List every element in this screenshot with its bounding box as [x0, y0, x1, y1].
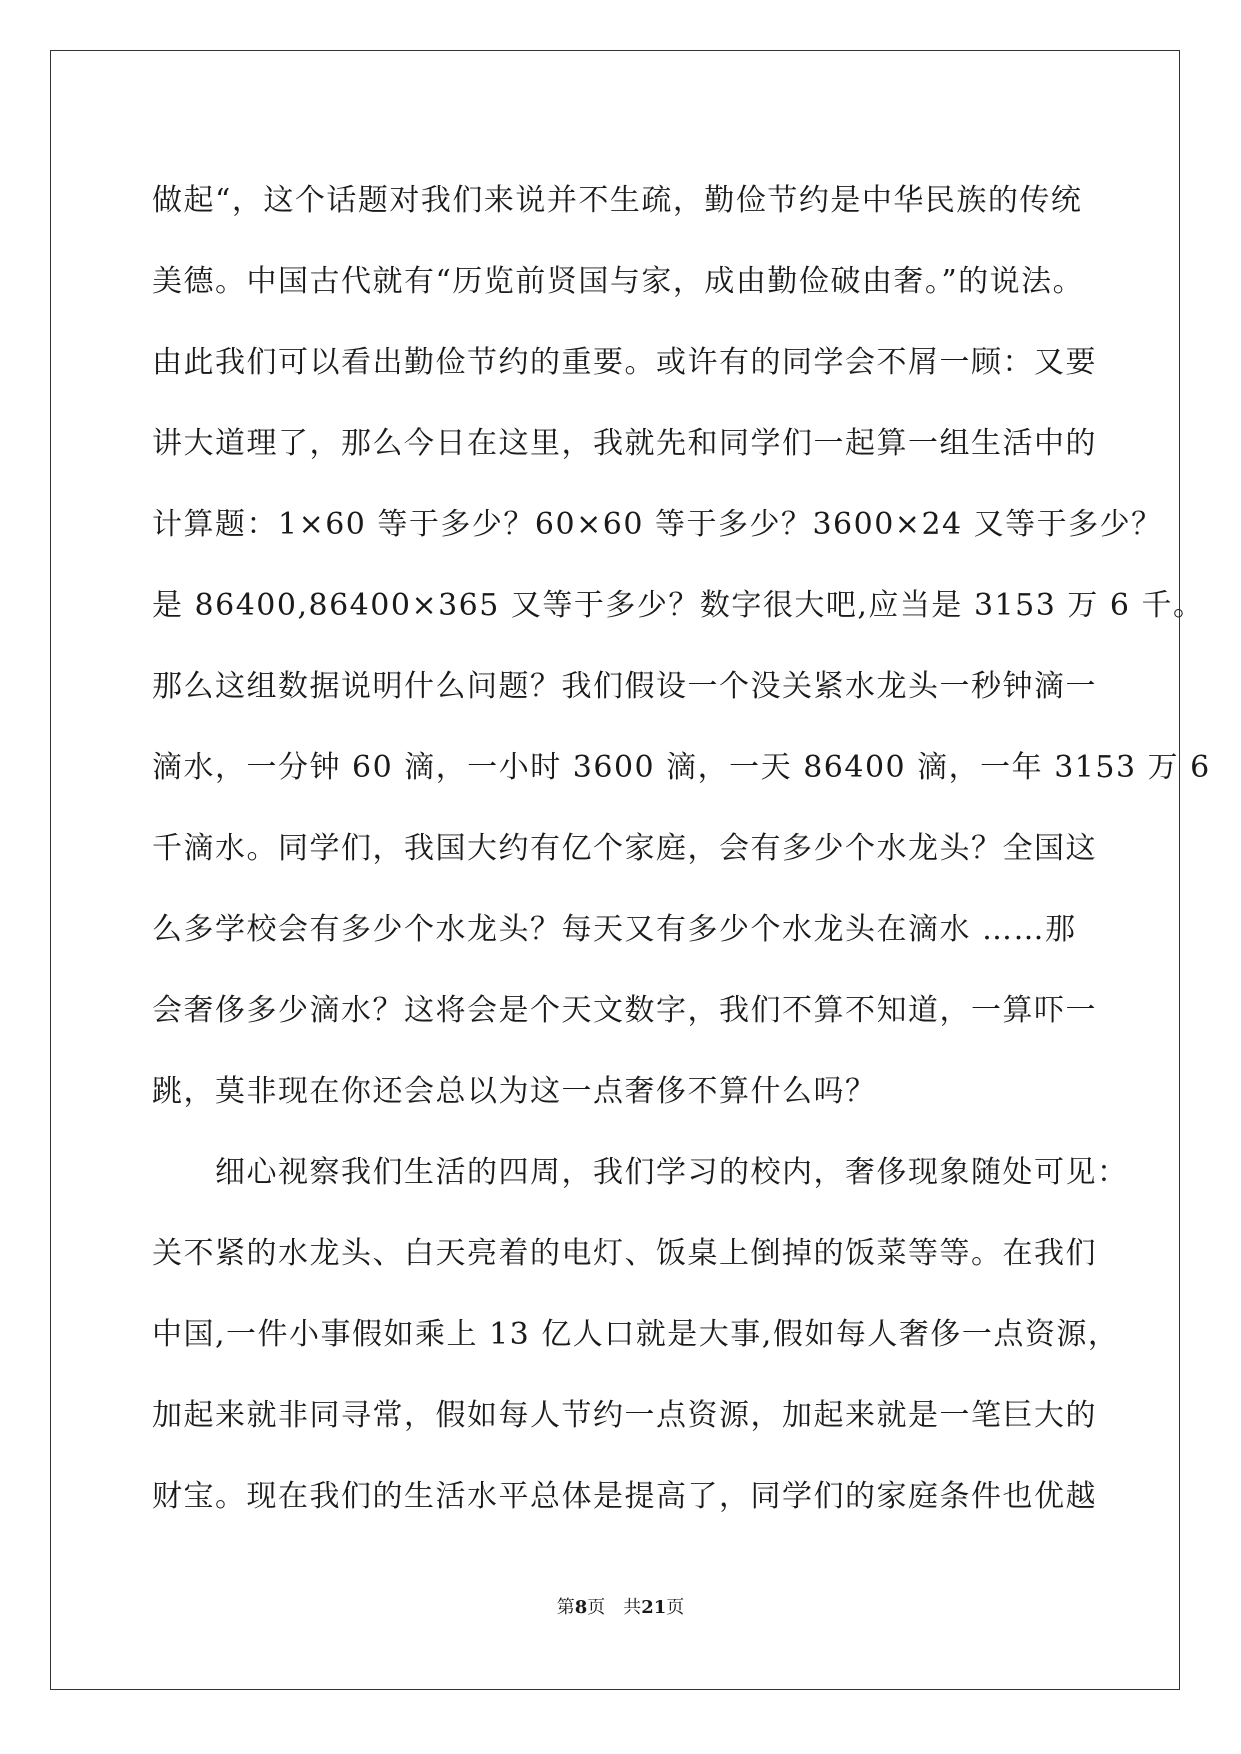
text-line: 跳，莫非现在你还会总以为这一点奢侈不算什么吗？	[152, 1074, 877, 1109]
document-body	[152, 160, 1211, 1537]
page-prefix: 第	[556, 1597, 575, 1618]
page-suffix: 页	[587, 1597, 606, 1618]
text-line: 讲大道理了，那么今日在这里，我就先和同学们一起算一组生活中的	[152, 426, 1097, 461]
text-line: 么多学校会有多少个水龙头？每天又有多少个水龙头在滴水 ……那	[152, 912, 1077, 947]
text-line: 计算题：1×60 等于多少？60×60 等于多少？3600×24 又等于多少？	[152, 507, 1163, 542]
text-line: 千滴水。同学们，我国大约有亿个家庭，会有多少个水龙头？全国这	[152, 831, 1097, 866]
text-line: 中国,一件小事假如乘上 13 亿人口就是大事,假如每人奢侈一点资源，	[152, 1317, 1120, 1352]
total-page-count: 21	[641, 1597, 667, 1618]
text-line: 是 86400,86400×365 又等于多少？数字很大吧,应当是 3153 万 6 千。	[152, 588, 1205, 623]
total-suffix: 页	[666, 1597, 685, 1618]
text-line: 会奢侈多少滴水？这将会是个天文数字，我们不算不知道，一算吓一	[152, 993, 1097, 1028]
text-line: 由此我们可以看出勤俭节约的重要。或许有的同学会不屑一顾：又要	[152, 345, 1097, 380]
text-line: 关不紧的水龙头、白天亮着的电灯、饭桌上倒掉的饭菜等等。在我们	[152, 1236, 1097, 1271]
text-line: 做起“，这个话题对我们来说并不生疏，勤俭节约是中华民族的传统	[152, 183, 1083, 218]
total-prefix: 共	[623, 1597, 642, 1618]
text-line: 加起来就非同寻常，假如每人节约一点资源，加起来就是一笔巨大的	[152, 1398, 1097, 1433]
text-line: 财宝。现在我们的生活水平总体是提高了，同学们的家庭条件也优越	[152, 1479, 1097, 1514]
text-line: 美德。中国古代就有“历览前贤国与家，成由勤俭破由奢。”的说法。	[152, 264, 1085, 299]
text-line: 那么这组数据说明什么问题？我们假设一个没关紧水龙头一秒钟滴一	[152, 669, 1097, 704]
current-page-number: 8	[574, 1597, 588, 1618]
text-line: 滴水，一分钟 60 滴，一小时 3600 滴，一天 86400 滴，一年 3153 万 6	[152, 750, 1211, 785]
text-line: 细心视察我们生活的四周，我们学习的校内，奢侈现象随处可见：	[152, 1155, 1129, 1190]
page-footer	[0, 1596, 1241, 1620]
